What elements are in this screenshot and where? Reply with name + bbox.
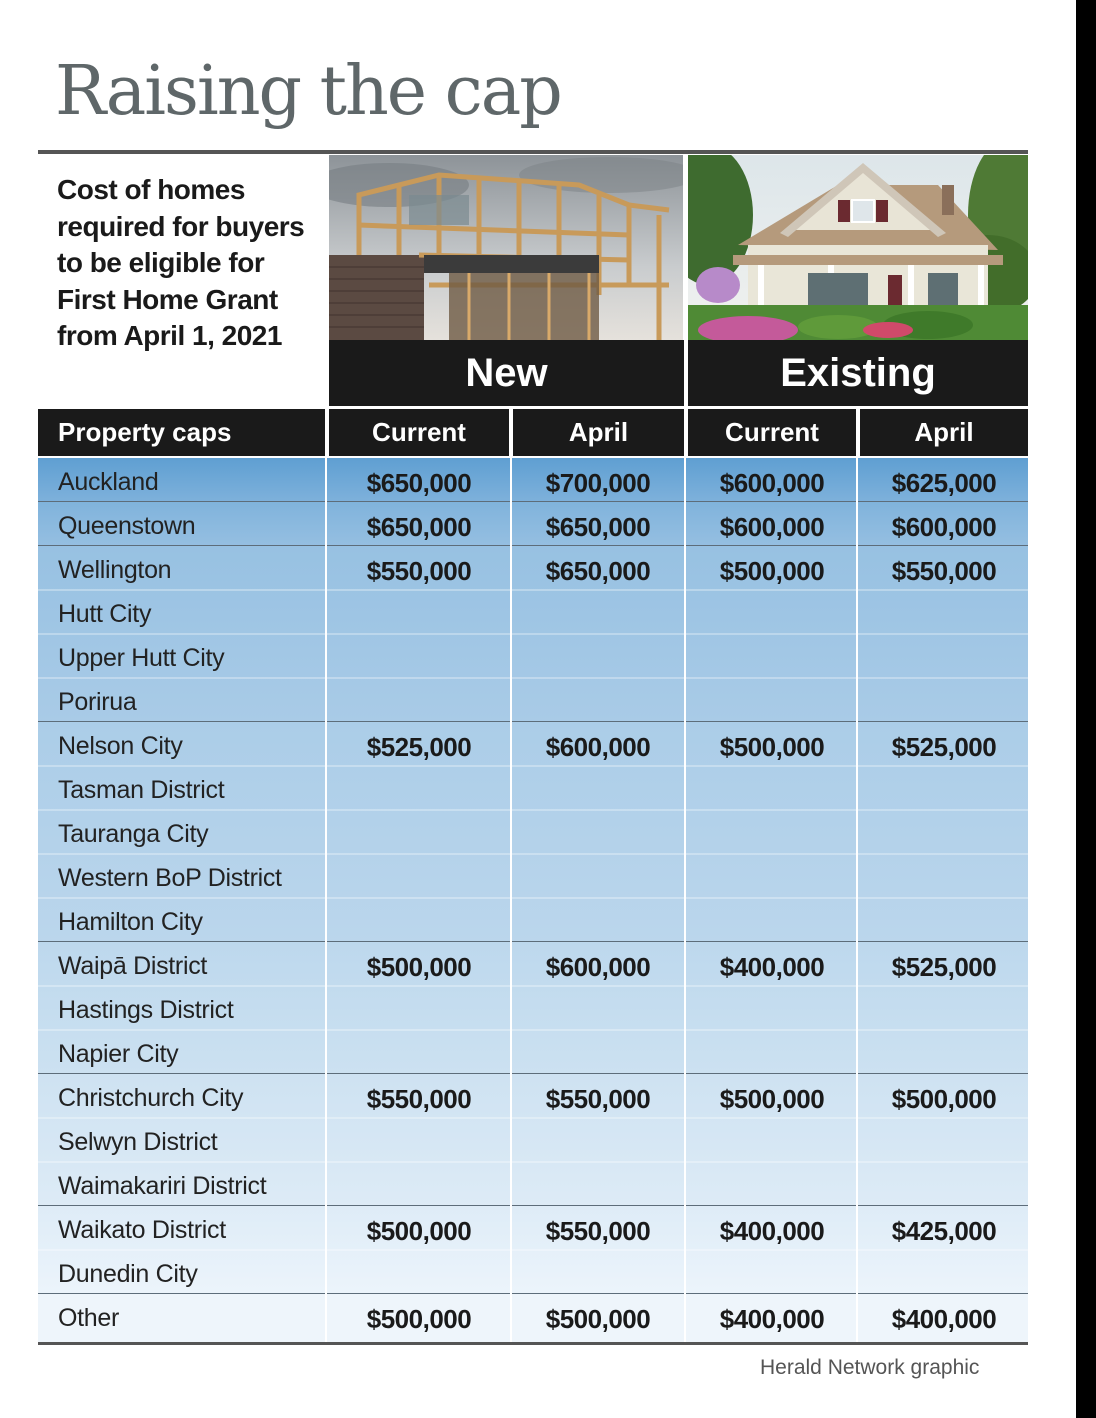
sub-row-divider: [38, 853, 1028, 855]
place-name: Waimakariri District: [58, 1172, 267, 1200]
cap-value-existing-current: $400,000: [719, 952, 825, 982]
cap-value-new-current: $550,000: [366, 556, 472, 586]
cap-value-new-april: $600,000: [545, 732, 651, 762]
cap-value-existing-april: $400,000: [891, 1304, 997, 1334]
cap-value-existing-current: $600,000: [719, 468, 825, 498]
sub-row-divider: [38, 633, 1028, 635]
cap-value-existing-april: $550,000: [891, 556, 997, 586]
sub-row-divider: [38, 1117, 1028, 1119]
cap-value-existing-april: $600,000: [891, 512, 997, 542]
cap-value-new-april: $650,000: [545, 512, 651, 542]
place-name: Dunedin City: [58, 1260, 198, 1288]
cap-value-new-current: $650,000: [366, 512, 472, 542]
column-header-existing-current: Current: [688, 409, 856, 456]
cap-value-new-april: $500,000: [545, 1304, 651, 1334]
cap-value-existing-april: $625,000: [891, 468, 997, 498]
cap-value-new-current: $550,000: [366, 1084, 472, 1114]
place-name: Waikato District: [58, 1216, 226, 1244]
cap-value-existing-current: $500,000: [719, 1084, 825, 1114]
place-name: Hamilton City: [58, 908, 203, 936]
right-edge-bar: [1076, 0, 1096, 1418]
cap-value-new-current: $500,000: [366, 952, 472, 982]
cap-value-new-current: $500,000: [366, 1216, 472, 1246]
place-name: Hastings District: [58, 996, 234, 1024]
cap-value-new-current: $650,000: [366, 468, 472, 498]
column-divider: [325, 409, 327, 1342]
page-title: Raising the cap: [55, 52, 561, 131]
cap-value-existing-april: $500,000: [891, 1084, 997, 1114]
credit-text: Herald Network graphic: [760, 1356, 980, 1379]
column-divider: [856, 409, 858, 1342]
place-name: Christchurch City: [58, 1084, 244, 1112]
cap-value-existing-april: $425,000: [891, 1216, 997, 1246]
cap-value-new-april: $600,000: [545, 952, 651, 982]
column-divider: [684, 409, 686, 1342]
place-name: Other: [58, 1304, 120, 1332]
column-header-new-current: Current: [329, 409, 509, 456]
cap-value-existing-april: $525,000: [891, 732, 997, 762]
cap-value-new-april: $550,000: [545, 1216, 651, 1246]
place-name: Selwyn District: [58, 1128, 218, 1156]
cap-value-new-april: $650,000: [545, 556, 651, 586]
cap-value-new-current: $500,000: [366, 1304, 472, 1334]
cap-value-existing-april: $525,000: [891, 952, 997, 982]
cap-value-existing-current: $500,000: [719, 556, 825, 586]
place-name: Tauranga City: [58, 820, 209, 848]
place-name: Upper Hutt City: [58, 644, 225, 672]
place-name: Wellington: [58, 556, 172, 584]
group-header-new: New: [329, 340, 684, 406]
place-name: Waipā District: [58, 952, 208, 980]
new-home-photo: [329, 155, 683, 342]
place-name: Nelson City: [58, 732, 183, 760]
cap-value-existing-current: $400,000: [719, 1216, 825, 1246]
column-header-new-april: April: [513, 409, 684, 456]
place-name: Porirua: [58, 688, 137, 716]
existing-home-photo: [688, 155, 1028, 342]
place-name: Hutt City: [58, 600, 152, 628]
intro-text: Cost of homes required for buyers to be eligible for First Home Grant from April 1, 2021: [57, 174, 305, 351]
place-name: Western BoP District: [58, 864, 282, 892]
sub-row-divider: [38, 1161, 1028, 1163]
cap-value-new-april: $700,000: [545, 468, 651, 498]
sub-row-divider: [38, 1029, 1028, 1031]
bottom-rule: [38, 1342, 1028, 1345]
cap-value-existing-current: $400,000: [719, 1304, 825, 1334]
cap-value-new-current: $525,000: [366, 732, 472, 762]
cap-value-existing-current: $600,000: [719, 512, 825, 542]
place-name: Napier City: [58, 1040, 179, 1068]
sub-row-divider: [38, 809, 1028, 811]
place-name: Queenstown: [58, 512, 196, 540]
sub-row-divider: [38, 1249, 1028, 1251]
place-name: Tasman District: [58, 776, 225, 804]
place-name: Auckland: [58, 468, 159, 496]
cap-value-existing-current: $500,000: [719, 732, 825, 762]
sub-row-divider: [38, 897, 1028, 899]
column-divider: [510, 409, 512, 1342]
cap-value-new-april: $550,000: [545, 1084, 651, 1114]
sub-row-divider: [38, 985, 1028, 987]
group-header-existing: Existing: [688, 340, 1028, 406]
sub-row-divider: [38, 765, 1028, 767]
top-rule: [38, 150, 1028, 154]
sub-row-divider: [38, 589, 1028, 591]
column-header-property-caps: Property caps: [38, 409, 325, 456]
column-header-existing-april: April: [860, 409, 1028, 456]
sub-row-divider: [38, 677, 1028, 679]
